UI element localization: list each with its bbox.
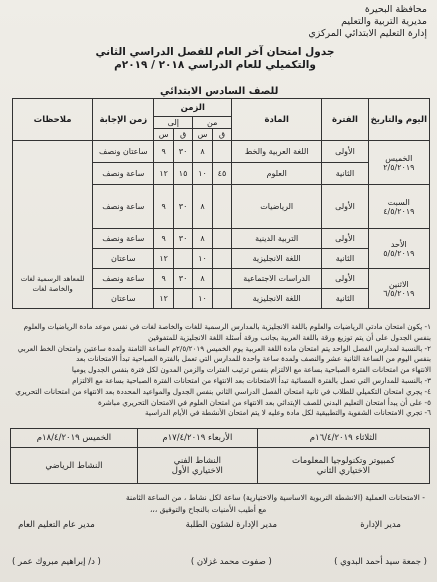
header-duration: زمن الإجابة [93,99,154,141]
activity-date: الخميس ١٨/٤/٢٠١٩م [11,429,138,448]
document-header [308,4,427,40]
header-to-q: ق [173,129,192,141]
signature-2: مدير الإدارة لشئون الطلبة ( صفوت محمد غزلان ) [185,520,277,567]
day-cell: الأحد ٥/٥/٢٠١٩ [368,229,429,269]
note-7: ٦- تجري الامتحانات الشفوية والتطبيقية لكل مادة وعليه لا يتم امتحان الأنشطة في الأيام الدراسية [145,408,431,418]
grade-label: للصف السادس الابتدائي [160,86,279,97]
table-row: الخميس ٢/٥/٢٠١٩ الأولى اللغة العربية والخط ٨ ٣٠ ٩ ساعتان ونصف للمعاهد الرسمية لغات والخاصة لغات [13,141,430,163]
period-cell: الأولى [322,141,368,163]
header-from-q: ق [212,129,231,141]
header-to-s: س [154,129,174,141]
department-label: إدارة التعليم الابتدائي المركزي [308,28,427,39]
table-row: الثانية اللغة الانجليزية ١٠ ١٢ ساعتان [13,289,430,309]
table-row: الأحد ٥/٥/٢٠١٩ الأولى التربية الدينية ٨ ٣٠ ٩ ساعة ونصف [13,229,430,249]
title-line-1: جدول امتحان آخر العام للفصل الدراسي الثاني [95,46,335,58]
day-cell: الخميس ٢/٥/٢٠١٩ [368,141,429,185]
signature-1: مدير الإدارة ( جمعة سيد أحمد البدوي ) [334,520,427,567]
activity-subject: النشاط الفني الاختياري الأول [137,448,257,484]
header-day: اليوم والتاريخ [368,99,429,141]
header-from-s: س [193,129,213,141]
header-from: من [193,117,232,129]
subject-cell: اللغة العربية والخط [232,141,322,163]
table-row: الثانية العلوم ٤٥ ١٠ ١٥ ١٢ ساعة ونصف [13,163,430,185]
directorate-label: مديرية التربية والتعليم [341,16,427,27]
table-row: الاثنين ٦/٥/٢٠١٩ الأولى الدراسات الاجتماعية ٨ ٣٠ ٩ ساعة ونصف [13,269,430,289]
activity-subject: كمبيوتر وتكنولوجيا المعلومات الاختياري الثاني [257,448,429,484]
day-cell: السبت ٤/٥/٢٠١٩ [368,185,429,229]
activity-date: الثلاثاء ١٦/٤/٢٠١٩م [257,429,429,448]
footer-note: - الامتحانات العملية (الانشطة التربوية الاساسية والاختيارية) ساعة لكل نشاط ، من الساعة الثامنة [125,493,425,502]
header-period: الفترة [322,99,368,141]
activity-date: الأربعاء ١٧/٤/٢٠١٩م [137,429,257,448]
note-6: ٥- على أن يبدأ امتحان التعليم البدني للصف الإبتدائي بعد الانتهاء من امتحان العلوم في الامتحان التحريري مباشرة [97,397,431,407]
governorate-label: محافظة البحيرة [364,4,427,15]
day-cell: الاثنين ٦/٥/٢٠١٩ [368,269,429,309]
table-row: الثانية اللغة الانجليزية ١٠ ١٢ ساعتان [13,249,430,269]
document-title [60,46,370,72]
note-2: ٢- بالنسبة لمدارس الفصل الواحد يتم امتحان مادة اللغة العربية يوم الخميس ٢/٥/٢٠١٩م الساعة الثامنة ولمدة ساعتين وامتحان الخط العربي بنفس اليوم من الساعة الثانية عشر والنصف ولمدة ساعة واحدة للمدارس التي تعمل بالفترة الصباحية تبدأ الامتحانات بعد [17,343,431,364]
activity-subject: النشاط الرياضي [11,448,138,484]
notes-section [6,322,431,419]
header-subject: المادة [232,99,322,141]
footer-wish: مع أطيب الأمنيات بالنجاح والتوفيق ،،، [150,505,267,514]
table-row: السبت ٤/٥/٢٠١٩ الأولى الرياضيات ٨ ٣٠ ٩ ساعة ونصف [13,185,430,229]
header-to: إلى [154,117,193,129]
duration-cell: ساعتان ونصف [93,141,154,163]
note-1: ١- يكون امتحان مادتي الرياضيات والعلوم باللغة الانجليزية بالمدارس الرسمية للغات والخاصة لغات في نفس موعد مادة الرياضيات والعلوم بنفس الجدول على أن يتم توزيع ورقة باللغة العربية بجانب ورقة أسئلة اللغة الانجليزية للمتفوقين [23,322,431,342]
notes-cell: للمعاهد الرسمية لغات والخاصة لغات [13,141,93,309]
activities-table [10,428,430,484]
exam-table [12,98,430,309]
signature-3: مدير عام التعليم العام ( د/ إبراهيم مبروك عمر ) [12,520,101,567]
title-line-2: والتكميلي للعام الدراسي ٢٠١٨ / ٢٠١٩م [114,59,316,71]
note-3: الانتهاء من امتحانات الفترة الصباحية بساعة مع الالتزام بنفس ترتيب الفترات والزمن المدون لكل فترة بنفس الجدول يوميا [71,365,431,375]
header-time: الزمن [154,99,232,117]
note-4: ٣- بالنسبة للمدارس التي تعمل بالفترة المسائية تبدأ الامتحانات بعد الانتهاء من امتحانات الفترة الصباحية بساعة مع الالتزام [72,375,431,385]
note-5: ٤- يجري امتحان التكميلي للطلاب في ثانية امتحان الفصل الدراسي الثاني بنفس الجدول والمواعيد المحددة بعد الانتهاء من امتحانات التحريري [15,386,431,396]
header-notes: ملاحظات [13,99,93,141]
